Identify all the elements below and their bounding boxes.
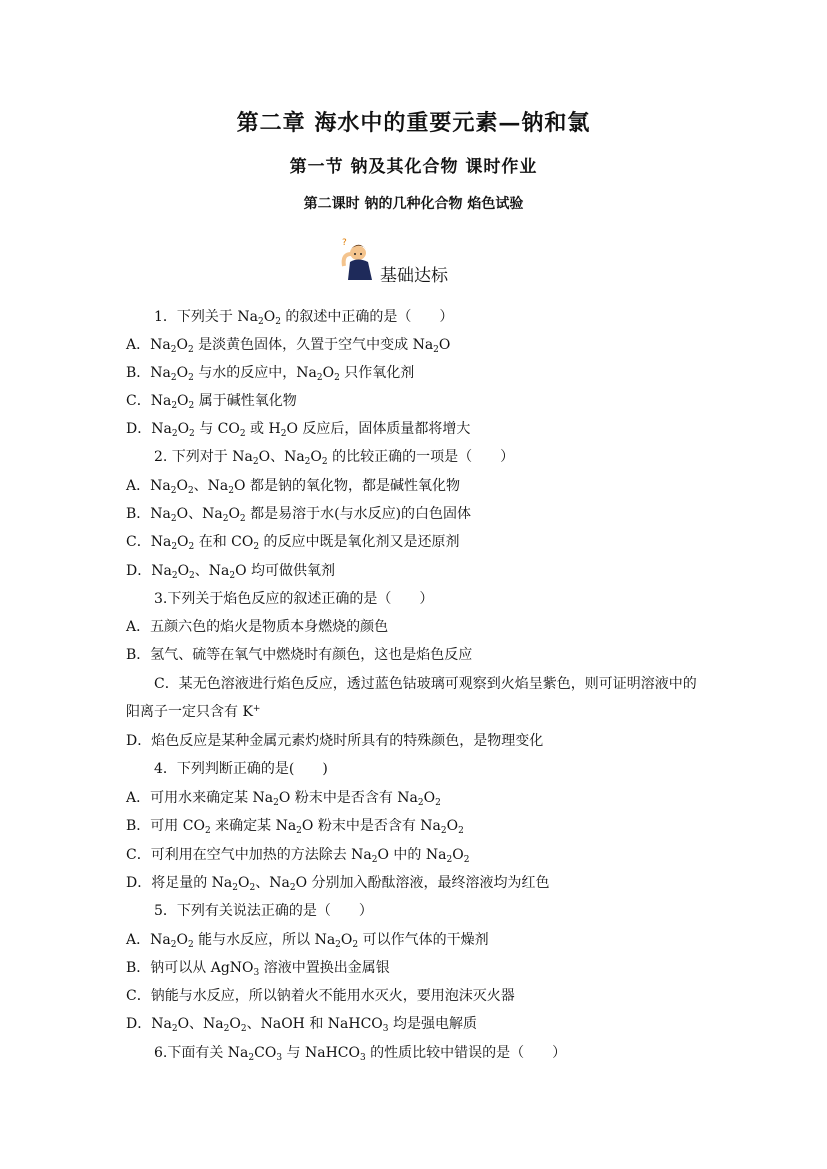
question-2-option-a: A．$Na_2O_2$、$Na_2O$ 都是钠的氧化物，都是碱性氧化物 (126, 478, 460, 496)
question-1-option-b: B．$Na_2O_2$ 与水的反应中，$Na_2O_2$ 只作氧化剂 (126, 365, 415, 383)
lesson-title: 第二课时 钠的几种化合物 焰色试验 (303, 196, 524, 212)
question-3-option-d: D．焰色反应是某种金属元素灼烧时所具有的特殊颜色，是物理变化 (126, 733, 544, 749)
question-1-option-c: C．$Na_2O_2$ 属于碱性氧化物 (126, 393, 297, 411)
question-4-option-d: D．将足量的 $Na_2O_2$、$Na_2O$ 分别加入酚酞溶液，最终溶液均为红色 (126, 875, 550, 893)
question-1-option-a: A．$Na_2O_2$ 是淡黄色固体，久置于空气中变成 $Na_2O$ (126, 337, 451, 355)
question-5-option-a: A．$Na_2O_2$ 能与水反应，所以 $Na_2O_2$ 可以作气体的干燥剂 (126, 932, 489, 950)
question-5-option-c: C．钠能与水反应，所以钠着火不能用水灭火，要用泡沫灭火器 (126, 988, 515, 1004)
question-3-option-c: C．某无色溶液进行焰色反应，透过蓝色钴玻璃可观察到火焰呈紫色，则可证明溶液中的阳离子一定只含有 K+ (126, 676, 697, 720)
question-4-option-c: C．可利用在空气中加热的方法除去 $Na_2O$ 中的 $Na_2O_2$ (126, 847, 470, 865)
section-title: 第一节 钠及其化合物 课时作业 (289, 157, 538, 177)
question-4-option-a: A．可用水来确定某 $Na_2O$ 粉末中是否含有 $Na_2O_2$ (126, 790, 441, 808)
question-6-stem: 6.下面有关 $Na_2CO_3$ 与 NaHCO$_3$ 的性质比较中错误的是（ ） (154, 1045, 567, 1063)
question-5-option-d: D．$Na_2O$、$Na_2O_2$、NaOH 和 NaHCO$_3$ 均是强电解质 (126, 1016, 477, 1034)
question-5-stem: 5．下列有关说法正确的是（ ） (154, 903, 373, 919)
question-3-option-a: A．五颜六色的焰火是物质本身燃烧的颜色 (126, 619, 389, 635)
question-3-option-b: B．氢气、硫等在氧气中燃烧时有颜色，这也是焰色反应 (126, 647, 473, 663)
section-badge-label: 基础达标 (380, 266, 448, 286)
question-3-stem: 3.下列关于焰色反应的叙述正确的是（ ） (154, 591, 434, 607)
question-2-option-c: C．$Na_2O_2$ 在和 $CO_2$ 的反应中既是氧化剂又是还原剂 (126, 534, 460, 552)
question-2-option-b: B．$Na_2O$、$Na_2O_2$ 都是易溶于水(与水反应)的白色固体 (126, 506, 472, 524)
svg-text:?: ? (342, 238, 347, 248)
question-4-option-b: B．可用 $CO_2$ 来确定某 $Na_2O$ 粉末中是否含有 $Na_2O_2$ (126, 818, 464, 836)
question-1-option-d: D．$Na_2O_2$ 与 $CO_2$ 或 $H_2O$ 反应后，固体质量都将增大 (126, 421, 471, 439)
question-2-stem: 2. 下列对于 $Na_2O$、$Na_2O_2$ 的比较正确的一项是（ ） (154, 449, 515, 467)
question-5-option-b: B．钠可以从 AgNO$_3$ 溶液中置换出金属银 (126, 960, 390, 978)
question-4-stem: 4．下列判断正确的是( ) (154, 761, 328, 777)
chapter-title: 第二章 海水中的重要元素—钠和氯 (236, 110, 591, 136)
question-1-stem: 1．下列关于 $Na_2O_2$ 的叙述中正确的是（ ） (154, 309, 454, 327)
question-2-option-d: D．$Na_2O_2$、$Na_2O$ 均可做供氧剂 (126, 563, 336, 581)
